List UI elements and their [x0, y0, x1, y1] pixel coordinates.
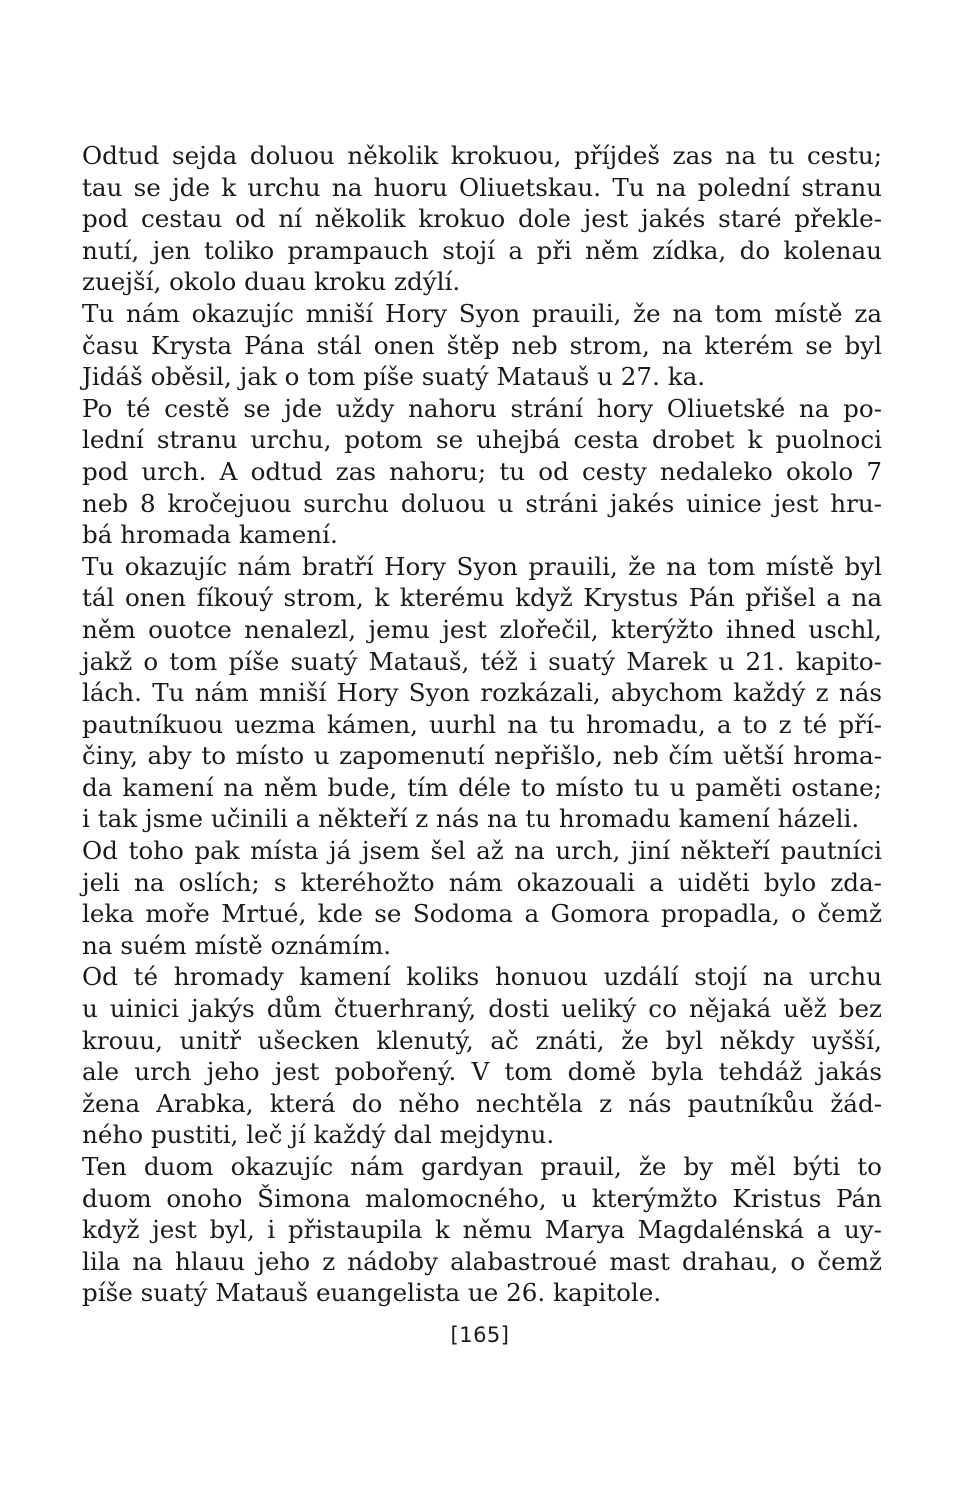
page-number: [165] — [450, 1323, 510, 1347]
text-line: i tak jsme učinili a někteří z nás na tu hromadu kamení házeli. — [82, 804, 860, 834]
paragraph-3 — [82, 393, 882, 551]
text-line: jeli na oslích; s kteréhožto nám okazouali a uiděti bylo zda- — [82, 867, 882, 897]
text-line: Ten duom okazujíc nám gardyan prauil, že by měl býti to — [82, 1152, 882, 1181]
text-line: píše suatý Matauš euangelista ue 26. kapitole. — [82, 1278, 662, 1308]
text-line: Odtud sejda doluou několik krokuou, příjdeš zas na tu cestu; — [82, 141, 882, 170]
text-line: leka moře Mrtué, kde se Sodoma a Gomora propadla, o čemž — [82, 899, 882, 929]
text-line: bá hromada kamení. — [82, 520, 338, 550]
text-line: pod cestau od ní několik krokuo dole jest jakés staré překle- — [82, 204, 882, 234]
text-line: krouu, unitř ušecken klenutý, ač znáti, že byl někdy uyšší, — [82, 1025, 882, 1055]
text-line: na suém místě oznámím. — [82, 930, 392, 960]
text-line: da kamení na něm bude, tím déle to místo tu u paměti ostane; — [82, 772, 882, 802]
text-line: něm ouotce nenalezl, jemu jest zlořečil, kterýžto ihned uschl, — [82, 614, 882, 644]
text-line: duom onoho Šimona malomocného, u kterýmžto Kristus Pán — [82, 1183, 882, 1213]
text-line: Od té hromady kamení koliks honuou uzdálí stojí na urchu — [82, 962, 882, 992]
text-line: ale urch jeho jest pobořený. V tom domě byla tehdáž jakás — [82, 1057, 882, 1087]
paragraph-4 — [82, 551, 882, 835]
text-line: nutí, jen toliko prampauch stojí a při něm zídka, do kolenau — [82, 235, 882, 265]
paragraph-6 — [82, 961, 882, 1151]
text-line: lila na hlauu jeho z nádoby alabastroué mast drahau, o čemž — [82, 1246, 882, 1276]
text-line: ného pustiti, leč jí každý dal mejdynu. — [82, 1120, 555, 1150]
text-line: času Krysta Pána stál onen štěp neb strom, na kterém se byl — [82, 330, 882, 360]
text-line: zuejší, okolo duau kroku zdýlí. — [82, 267, 461, 297]
text-line: když jest byl, i přistaupila k němu Marya Magdalénská a uy- — [82, 1215, 882, 1245]
paragraph-5 — [82, 835, 882, 961]
text-line: Tu nám okazujíc mniší Hory Syon prauili, že na tom místě za — [82, 298, 882, 328]
paragraph-1 — [82, 140, 882, 298]
text-line: tau se jde k urchu na huoru Oliuetskau. Tu na polední stranu — [82, 172, 882, 202]
page-body — [82, 140, 882, 1309]
text-line: u uinici jakýs dům čtuerhraný, dosti ueliký co nějaká uěž bez — [82, 994, 882, 1024]
text-line: lední stranu urchu, potom se uhejbá cesta drobet k puolnoci — [82, 425, 882, 455]
paragraph-2 — [82, 298, 882, 393]
text-line: neb 8 kročejuou surchu doluou u stráni jakés uinice jest hru- — [82, 488, 882, 518]
text-line: Tu okazujíc nám bratří Hory Syon prauili, že na tom místě byl — [82, 551, 882, 581]
text-line: lách. Tu nám mniší Hory Syon rozkázali, abychom každý z nás — [82, 678, 882, 708]
text-line: jakž o tom píše suatý Matauš, též i suatý Marek u 21. kapito- — [82, 646, 882, 676]
text-line: Po té cestě se jde uždy nahoru strání hory Oliuetské na po- — [82, 393, 882, 423]
text-line: pod urch. A odtud zas nahoru; tu od cesty nedaleko okolo 7 — [82, 456, 882, 486]
text-line: pautníkuou uezma kámen, uurhl na tu hromadu, a to z té pří- — [82, 709, 882, 739]
text-line: Jidáš oběsil, jak o tom píše suatý Matauš u 27. ka. — [82, 362, 706, 392]
paragraph-7 — [82, 1151, 882, 1309]
text-line: Od toho pak místa já jsem šel až na urch, jiní někteří pautníci — [82, 836, 882, 866]
text-line: žena Arabka, která do něho nechtěla z nás pautníkůu žád- — [82, 1088, 882, 1118]
text-line: činy, aby to místo u zapomenutí nepřišlo, neb čím uětší hroma- — [82, 741, 882, 771]
text-line: tál onen fíkouý strom, k kterému když Krystus Pán přišel a na — [82, 583, 882, 613]
